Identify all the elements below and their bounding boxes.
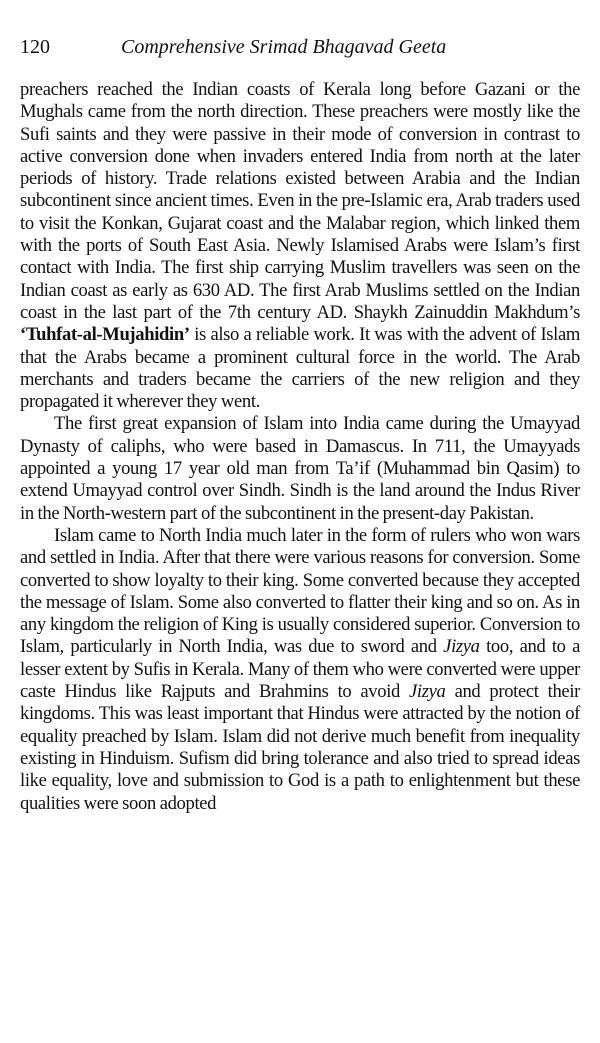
body-text: [20, 79, 580, 815]
paragraph-3: [20, 525, 580, 815]
text-run: preachers reached the Indian coasts of Kerala long before Gazani or the Mughals came from the north direction. These preachers were mostly like the Sufi saints and they were passive in their mode of conversion in contrast to active conversion done when invaders entered India from north at the later periods of history. Trade relations existed between Arabia and the Indian subcontinent since ancient times. Even in the pre-Islamic era, Arab traders used to visit the Konkan, Gujarat coast and the Malabar region, which linked them with the ports of South East Asia. Newly Islamised Arabs were Islam’s first contact with India. The first ship carrying Muslim travellers was seen on the Indian coast as early as 630 AD. The first Arab Muslims settled on the Indian coast in the last part of the 7th century AD. Shaykh Zainuddin Makhdum’s: [20, 79, 580, 323]
paragraph-2: [20, 413, 580, 524]
term-italic: Jizya: [443, 636, 480, 658]
page-header: [20, 32, 580, 62]
text-run: too, and to a lesser extent by Sufis in Kerala. Many of them who were converted were upper caste Hindus like Rajputs and Brahmins to avoid: [20, 636, 581, 703]
text-run: is also a reliable work. It was with the advent of Islam that the Arabs became a prominent cultural force in the world. The Arab merchants and traders became the carriers of the new religion and they propagated it wherever they went.: [20, 324, 580, 413]
term-italic: Jizya: [409, 681, 446, 703]
text-run: and protect their kingdoms. This was least important that Hindus were attracted by the notion of equality preached by Islam. Islam did not derive much benefit from inequality existing in Hinduism. Sufism did bring tolerance and also tried to spread ideas like equality, love and submission to God is a path to enlightenment but these qualities were soon adopted: [20, 681, 580, 814]
text-run: Islam came to North India much later in the form of rulers who won wars and settled in India. After that there were various reasons for conversion. Some converted to show loyalty to their king. Some converted because they accepted the message of Islam. Some also converted to flatter their king and so on. As in any kingdom the religion of King is usually considered superior. Conversion to Islam, particularly in North India, was due to sword and: [20, 524, 580, 658]
work-title-bold: ‘Tuhfat-al-Mujahidin’: [20, 324, 190, 346]
paragraph-1: [20, 79, 580, 413]
text-run: The first great expansion of Islam into India came during the Umayyad Dynasty of caliphs, who were based in Damascus. In 711, the Umayyads appointed a young 17 year old man from Ta’if (Muhammad bin Qasim) to extend Umayyad control over Sindh. Sindh is the land around the Indus River in the North-western part of the subcontinent in the present-day Pakistan.: [20, 413, 580, 524]
page-number: 120: [20, 36, 50, 58]
running-title: Comprehensive Srimad Bhagavad Geeta: [121, 36, 447, 58]
